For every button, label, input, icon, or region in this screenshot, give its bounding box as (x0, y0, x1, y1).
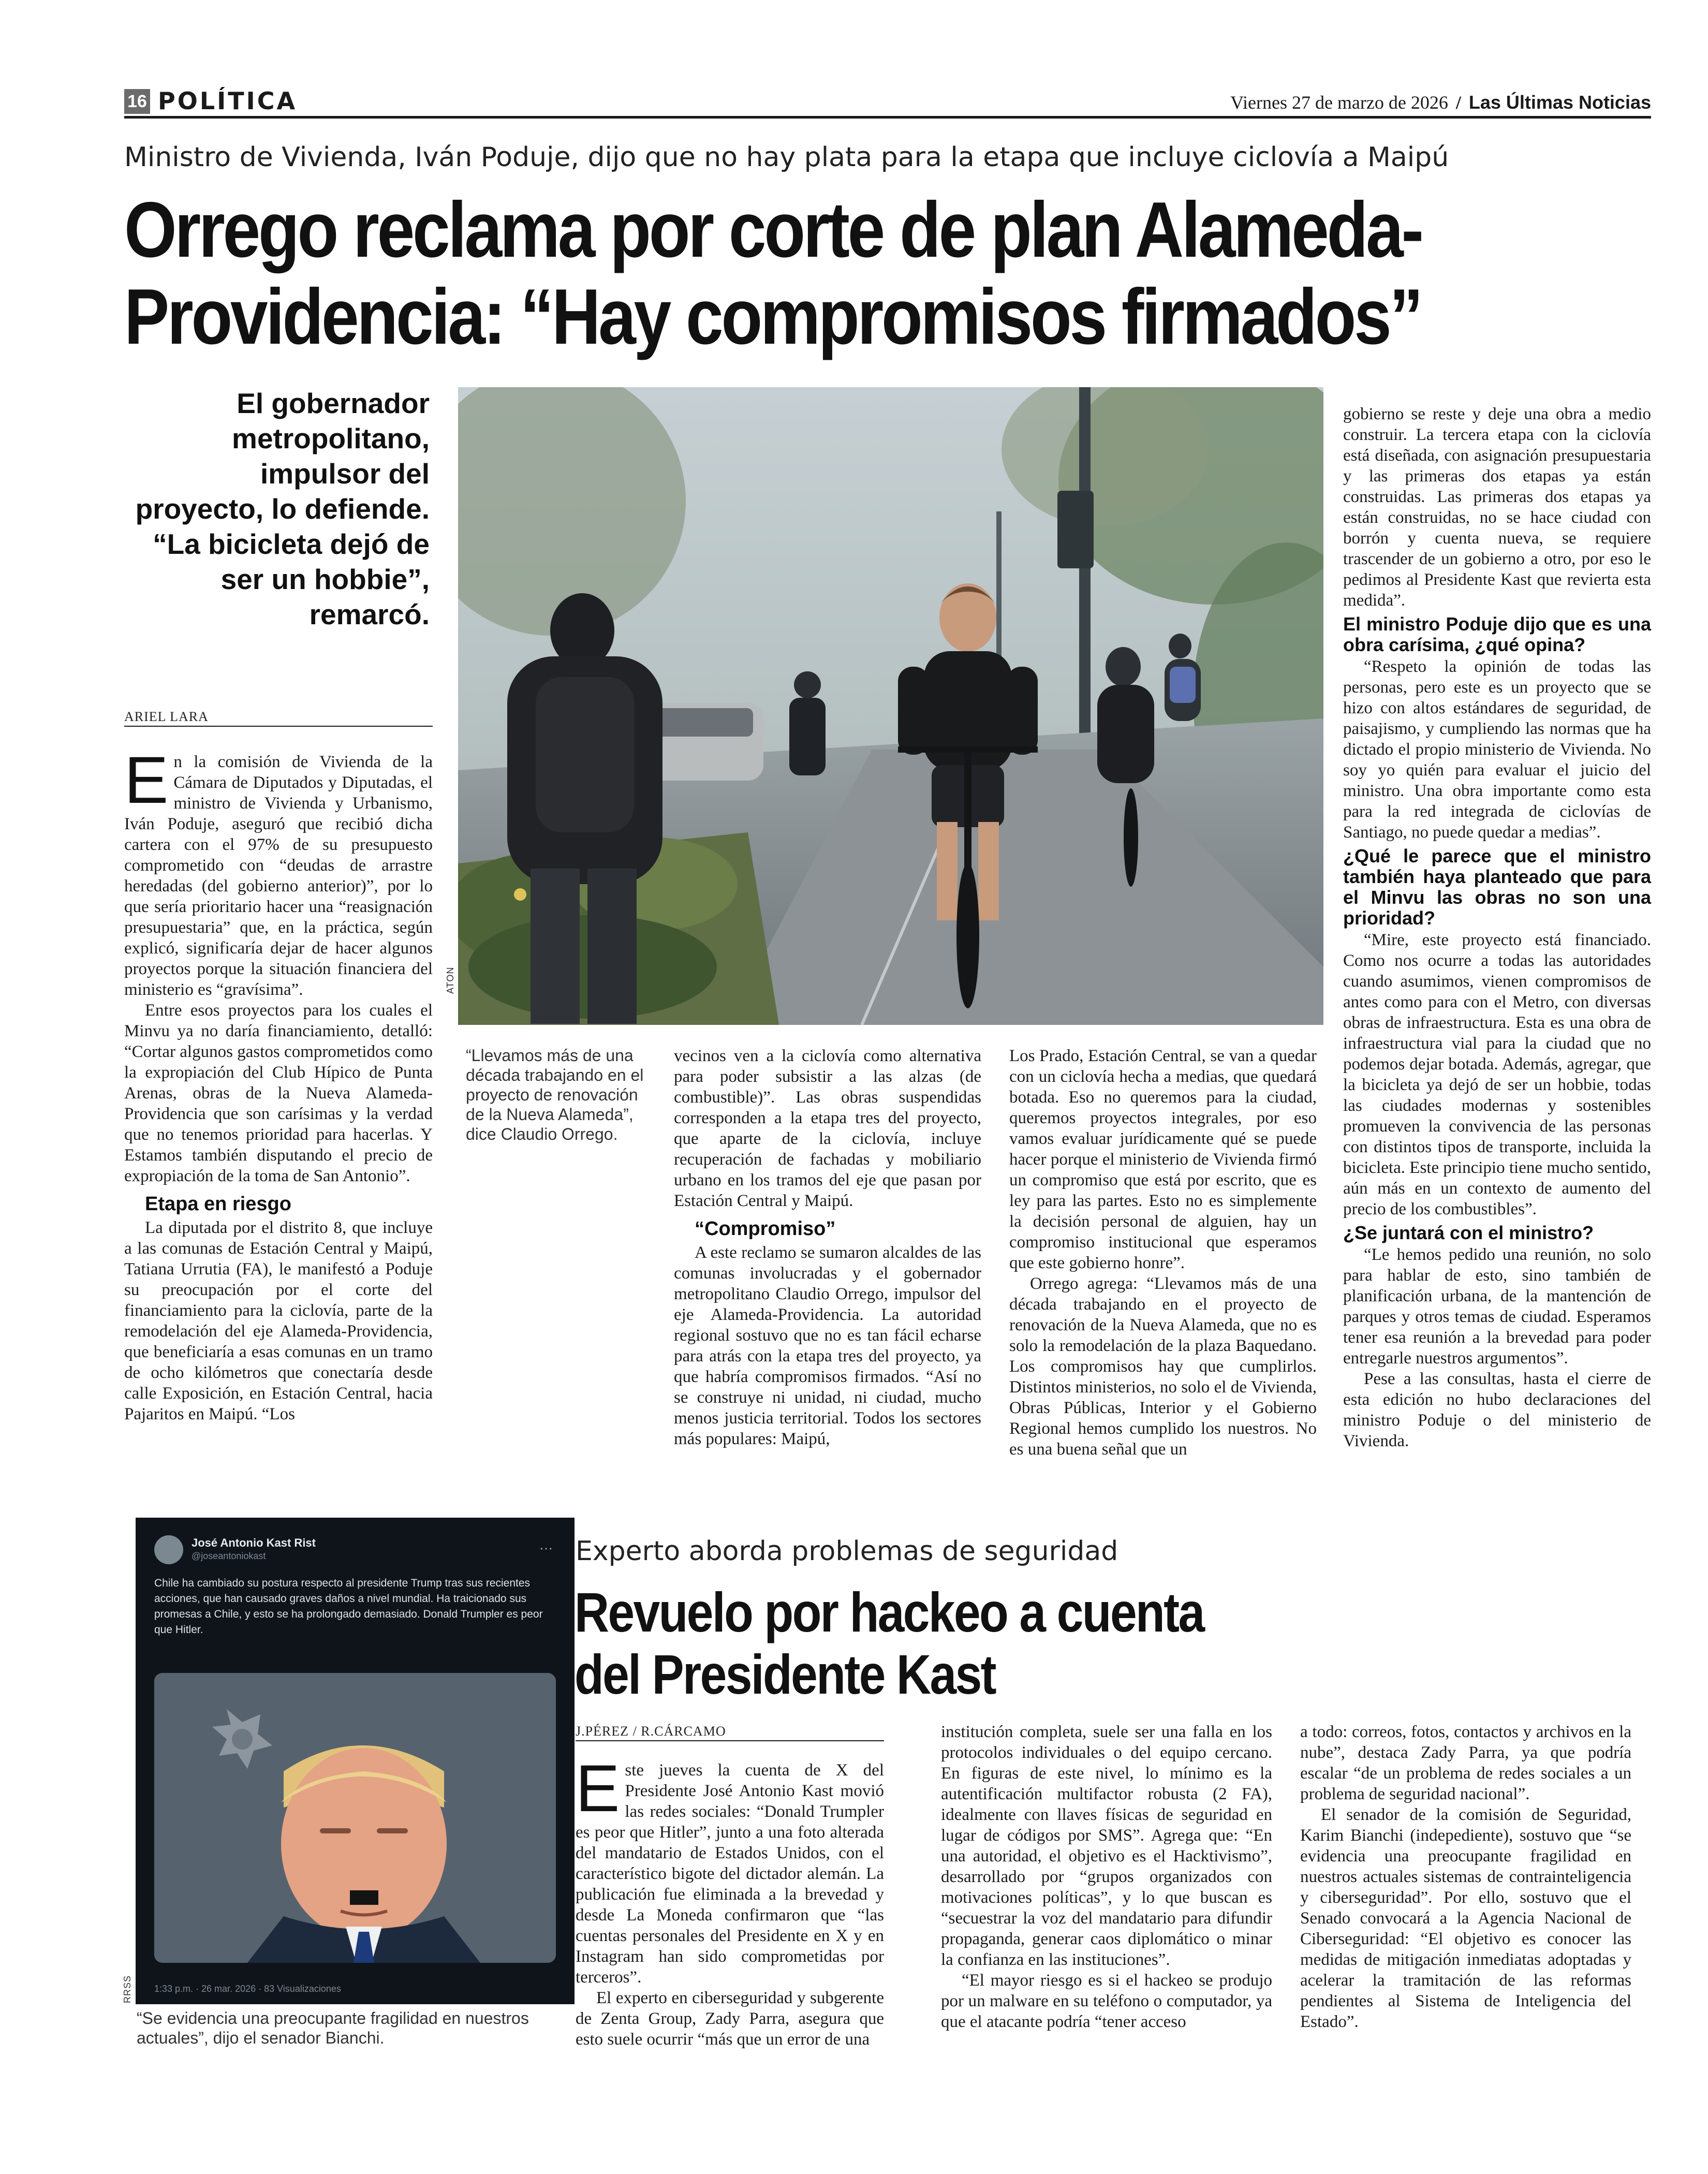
article1-col1-paragraph-3: La diputada por el distrito 8, que incluye a las comunas de Estación Central y Maipú, Tatiana Urrutia (FA), le manifestó a Poduje su preocupación por el corte del financiamiento para la ciclovía, parte de la remodelación del eje Alameda-Providencia, que beneficiaría a esas comunas en un tramo de ocho kilómetros que conectaría desde calle Exposición, en Estación Central, hacia Pajaritos en Maipú. “Los (124, 1218, 433, 1423)
article1-kicker: Ministro de Vivienda, Iván Poduje, dijo que no hay plata para la etapa que incluye ciclovía a Maipú (124, 142, 1449, 173)
article1-answer-3: “Le hemos pedido una reunión, no solo para hablar de esto, sino también de planificación urbana, de la mantención de parques y otros temas de ciudad. Esperamos tener esa reunión a la brevedad para poder entregarle nuestros argumentos”. (1343, 1245, 1651, 1368)
article2-column-2 (941, 1722, 1272, 2032)
article2-photo-credit: RRSS (122, 1975, 132, 2003)
article2-col1-paragraph-2: El experto en ciberseguridad y subgerente de Zenta Group, Zady Parra, asegura que esto suele ocurrir “más que un error de una (576, 1989, 884, 2049)
article2-tweet-image (136, 1518, 575, 2004)
article1-photo-caption: “Llevamos más de una década trabajando en el proyecto de renovación de la Nueva Alameda”, dice Claudio Orrego. (466, 1046, 644, 1143)
header-right (1230, 91, 1651, 114)
article1-headline-line2: Providencia: “Hay compromisos firmados” (124, 273, 1421, 361)
article1-closing-paragraph: Pese a las consultas, hasta el cierre de esta edición no hubo declaraciones del ministro Poduje o del ministerio de Vivienda. (1343, 1370, 1651, 1450)
article1-deck: El gobernador metropolitano, impulsor del proyecto, lo defiende. “La bicicleta dejó de ser un hobbie”, remarcó. (135, 387, 430, 630)
article2-col1-paragraph-1: Este jueves la cuenta de X del Presidente José Antonio Kast movió las redes sociales: “Donald Trumpler es peor que Hitler”, junto a una foto alterada del mandatario de Estados Unidos, con el característico bigote del dictador alemán. La publicación fue eliminada a la brevedad y desde La Moneda confirmaron que “las cuentas personales del Presidente en X y en Instagram han sido comprometidas por terceros”. (576, 1752, 884, 1987)
mugshot-illustration (154, 1673, 556, 1963)
article1-question-3: ¿Se juntará con el ministro? (1343, 1222, 1594, 1243)
tweet-text: Chile ha cambiado su postura respecto al presidente Trump tras sus recientes acciones, que han causado graves daños a nivel mundial. Ha traicionado sus promesas a Chile, y esto se ha prolongado demasiado. Donald Trumpler es peor que Hitler. (154, 1577, 543, 1636)
article1-byline-rule (124, 726, 433, 727)
article1-col3-paragraph-1: Los Prado, Estación Central, se van a quedar con un ciclovía hecha a medias, que quedará botada. Eso no queremos para la ciudad, queremos proyectos integrales, por eso vamos evaluar jurídicamente qué se puede hacer porque el ministerio de Vivienda firmó un compromiso que está por escrito, que es ley para las partes. Esto no es simplemente la decisión personal de alguien, hay un compromiso institucional que esperamos que este gobierno honre”. (1009, 1047, 1317, 1272)
section-label: POLÍTICA (158, 87, 298, 115)
article2-headline-line1: Revuelo por hackeo a cuenta (575, 1581, 1204, 1643)
article1-byline: ARIEL LARA (124, 709, 209, 724)
article1-question-1: El ministro Poduje dijo que es una obra carísima, ¿qué opina? (1343, 613, 1651, 655)
article2-col3-paragraph-1: a todo: correos, fotos, contactos y archivos en la nube”, destaca Zady Parra, ya que podría escalar “de un problema de redes sociales a un problema de seguridad nacional”. (1300, 1723, 1631, 1803)
article1-photo (458, 387, 1323, 1025)
article2-col3-paragraph-2: El senador de la comisión de Seguridad, Karim Bianchi (indepediente), sostuvo que “se evidencia una preocupante fragilidad en nuestros actuales sistemas de contrainteligencia y ciberseguridad”. Por ello, sostuvo que el Senado convocará a la Agencia Nacional de Ciberseguridad: “El objetivo es conocer las medidas de mitigación inmediatas adoptadas y acelerar la tramitación de las reformas pendientes al Sistema de Inteligencia del Estado”. (1300, 1805, 1631, 2031)
article1-headline-line1: Orrego reclama por corte de plan Alameda- (124, 186, 1422, 274)
article1-column-2 (674, 1046, 981, 1449)
tweet-footer: 1:33 p.m. · 26 mar. 2026 · 83 Visualizaciones (154, 1984, 341, 1994)
article2-col2-paragraph-1: institución completa, suele ser una falla en los protocolos individuales o del equipo cercano. En figuras de este nivel, lo mínimo es la autentificación multifactor robusta (2 FA), idealmente con llaves físicas de seguridad en lugar de códigos por SMS”. Agrega que: “En una autoridad, el objetivo es el Hacktivismo”, desarrollado por “grupos organizados con motivaciones políticas”, y lo que buscan es “secuestrar la voz del mandatario para difundir propaganda, generar caos diplomático o minar la confianza en las instituciones”. (941, 1723, 1272, 1969)
tweet-author-handle: @joseantoniokast (192, 1551, 266, 1561)
article2-dropcap: E (576, 1752, 620, 1826)
article1-subhead-1: Etapa en riesgo (145, 1193, 291, 1215)
article1-photo-credit: ATON (445, 966, 455, 994)
header-rule (124, 116, 1651, 119)
article1-column-3 (1009, 1046, 1317, 1460)
article2-photo-caption: “Se evidencia una preocupante fragilidad en nuestros actuales”, dijo el senador Bianchi. (137, 2009, 529, 2047)
article1-subhead-2: “Compromiso” (695, 1218, 836, 1240)
tweet-avatar (154, 1535, 183, 1564)
article2-byline: J.PÉREZ / R.CÁRCAMO (576, 1724, 726, 1739)
article1-headline (124, 186, 1422, 360)
article1-column-1 (124, 743, 433, 1424)
article1-col3-paragraph-2: Orrego agrega: “Llevamos más de una década trabajando en el proyecto de renovación de la Nueva Alameda, que no es solo la remodelación de la plaza Baquedano. Los compromisos hay que cumplirlos. Distintos ministerios, no solo el de Vivienda, Obras Públicas, Interior y el Gobierno Regional hemos cumplido los nuestros. No es una buena señal que un (1009, 1274, 1317, 1459)
article2-column-3 (1300, 1722, 1631, 2032)
article2-kicker: Experto aborda problemas de seguridad (576, 1536, 1118, 1567)
tweet-author-name: José Antonio Kast Rist (192, 1536, 316, 1549)
article1-answer-2: “Mire, este proyecto está financiado. Como nos ocurre a todas las autoridades cuando asumimos, vienen compromisos de antes como para con el Metro, con diversas obras de infraestructura. Esta es una obra de infraestructura vial para la ciudad que no podemos dejar botada. Además, agregar, que la bicicleta ya dejó de ser un hobbie, todas las ciudades modernas y sostenibles promueven la convivencia de las personas con distintos tipos de transporte, incluida la bicicleta. Este principio tiene mucho sentido, aún más en un contexto de aumento del precio de los combustibles”. (1343, 931, 1651, 1218)
article1-dropcap: E (124, 743, 169, 817)
tweet-more-icon: ⋯ (539, 1540, 553, 1556)
cyclists-photo (458, 387, 1323, 1025)
article1-col1-paragraph-1: En la comisión de Vivienda de la Cámara de Diputados y Diputadas, el ministro de Vivienda y Urbanismo, Iván Poduje, aseguró que recibió dicha cartera con el 97% de su presupuesto comprometido con “deudas de arrastre heredadas (del gobierno anterior)”, por lo que sería prioritario hacer una “reasignación presupuestaria” que, en la práctica, según explicó, significaría dejar de hacer algunos proyectos porque la situación financiera del ministerio es “gravísima”. (124, 743, 433, 999)
tweet-photo (154, 1673, 556, 1963)
article1-question-2: ¿Qué le parece que el ministro también haya planteado que para el Minvu las obras no son una prioridad? (1343, 845, 1651, 929)
issue-date: Viernes 27 de marzo de 2026 (1230, 92, 1448, 113)
article2-headline (575, 1581, 1204, 1706)
page-number-badge: 16 (124, 89, 150, 114)
article2-byline-rule (576, 1740, 884, 1741)
article2-headline-line2: del Presidente Kast (575, 1643, 996, 1706)
article1-col1-paragraph-2: Entre esos proyectos para los cuales el Minvu ya no daría financiamiento, detalló: “Cortar algunos gastos comprometidos como la expropiación del Club Hípico de Punta Arenas, obras de la Nueva Alameda-Providencia que son carísimas y la verdad que no tenemos prioridad para hacerlas. Y Estamos también disputando el precio de expropiación de la toma de San Antonio”. (124, 1001, 433, 1185)
article1-col2-paragraph-2: A este reclamo se sumaron alcaldes de las comunas involucradas y el gobernador metropolitano Claudio Orrego, impulsor del eje Alameda-Providencia. La autoridad regional sostuvo que no es tan fácil echarse para atrás con la etapa tres del proyecto, ya que habría compromisos firmados. “Así no se construye ni unidad, ni ciudad, mucho menos justicia territorial. Todos los sectores más populares: Maipú, (674, 1243, 981, 1448)
article1-column-4 (1343, 404, 1651, 1451)
article2-column-1 (576, 1752, 884, 2050)
article1-col2-paragraph-1: vecinos ven a la ciclovía como alternativa para poder subsistir a las alzas (de combustible)”. Las obras suspendidas corresponden a la etapa tres del proyecto, que aparte de la ciclovía, incluye recuperación de fachadas y mobiliario urbano en los tramos del eje que pasan por Estación Central y Maipú. (674, 1047, 981, 1210)
header-separator: / (1455, 92, 1461, 113)
article1-col4-paragraph-1: gobierno se reste y deje una obra a medio construir. La tercera etapa con la ciclovía está diseñada, con asignación presupuestaria y las primeras dos etapas ya están construidas. Las primeras dos etapas ya están construidas, no se hace ciudad con borrón y cuenta nueva, se requiere trascender de un gobierno a otro, por eso le pedimos al Presidente Kast que revierta esta medida”. (1343, 405, 1651, 610)
article2-col2-paragraph-2: “El mayor riesgo es si el hackeo se produjo por un malware en su teléfono o computador, ya que el atacante podría “tener acceso (941, 1971, 1272, 2031)
article1-answer-1: “Respeto la opinión de todas las personas, pero este es un proyecto que se hizo con altos estándares de seguridad, de paisajismo, y cumpliendo las normas que ha dictado el propio ministerio de Vivienda. No soy yo quién para evaluar el juicio del ministro. Una obra importante como esta para la red integrada de ciclovías de Santiago, no puede quedar a medias”. (1343, 657, 1651, 842)
newspaper-name: Las Últimas Noticias (1468, 92, 1651, 113)
